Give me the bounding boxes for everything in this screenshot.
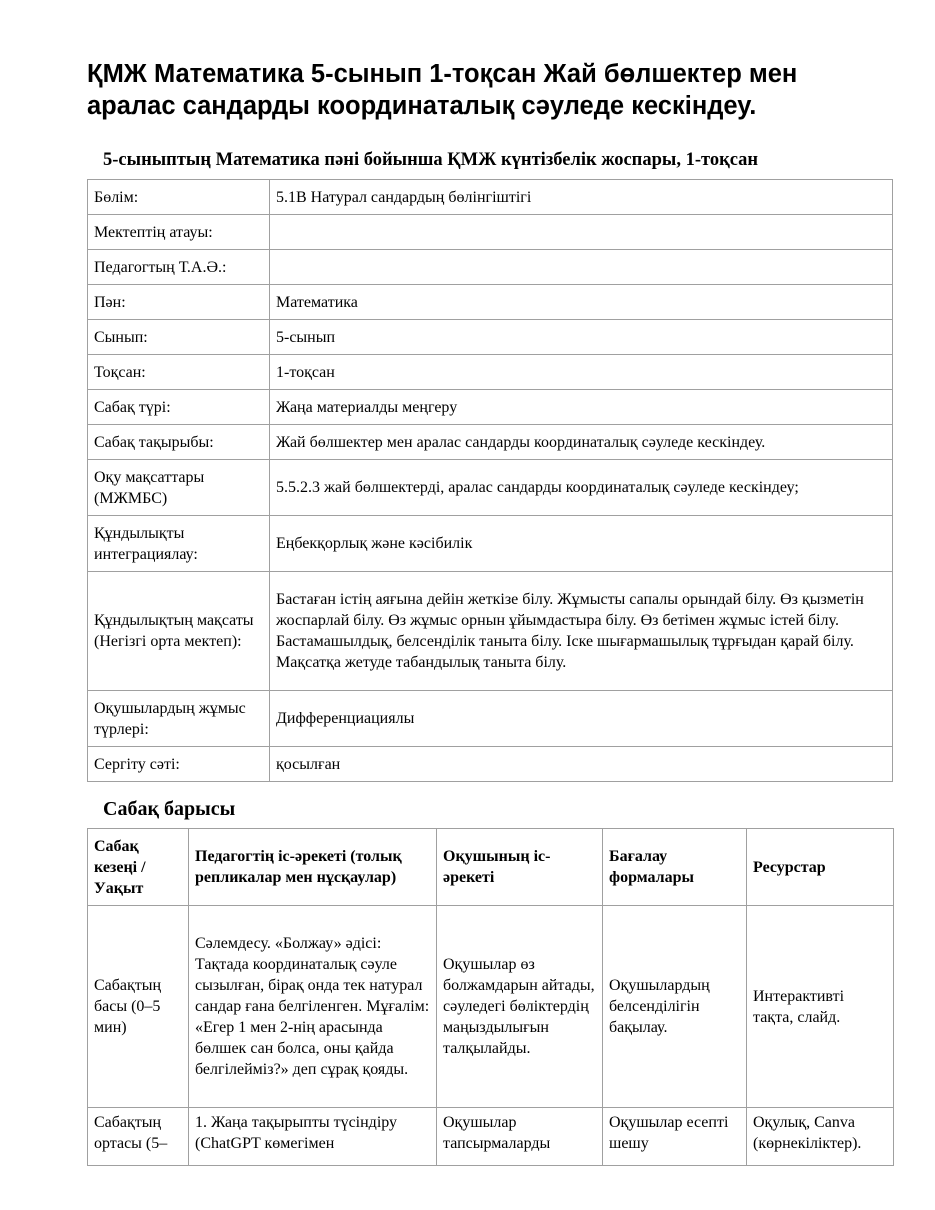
table-row [88,355,893,390]
info-value: Жай бөлшектер мен аралас сандарды координаталық сәуледе кескіндеу. [270,425,893,460]
column-header: Ресурстар [747,829,894,906]
info-label: Сынып: [88,320,270,355]
info-label: Сабақ түрі: [88,390,270,425]
resources-cell: Интерактивті тақта, слайд. [747,906,894,1108]
table-row [88,572,893,691]
info-label: Оқу мақсаттары (МЖМБС) [88,460,270,516]
info-label: Тоқсан: [88,355,270,390]
table-row [88,425,893,460]
table-row [88,1108,894,1166]
column-header: Бағалау формалары [603,829,747,906]
table-row [88,460,893,516]
plan-subtitle: 5-сыныптың Математика пәні бойынша ҚМЖ күнтізбелік жоспары, 1-тоқсан [103,150,759,170]
info-value: қосылған [270,747,893,782]
table-row [88,747,893,782]
teacher-cell: Сәлемдесу. «Болжау» әдісі: Тақтада координаталық сәуле сызылған, бірақ онда тек натурал сандар ғана белгіленген. Мұғалім: «Егер 1 мен 2-нің арасында бөлшек сан болса, оны қайда белгілейміз?» деп сұрақ қояды. [189,906,437,1108]
teacher-cell: 1. Жаңа тақырыпты түсіндіру (ChatGPT көмегімен [189,1108,437,1166]
table-row [88,320,893,355]
column-header: Сабақ кезеңі / Уақыт [88,829,189,906]
column-header: Оқушының іс-әрекеті [437,829,603,906]
student-cell: Оқушылар тапсырмаларды [437,1108,603,1166]
info-value: 1-тоқсан [270,355,893,390]
stage-cell: Сабақтың ортасы (5– [88,1108,189,1166]
info-value: Математика [270,285,893,320]
info-value [270,250,893,285]
table-row [88,250,893,285]
table-row [88,215,893,250]
table-row [88,906,894,1108]
table-row [88,180,893,215]
info-label: Пән: [88,285,270,320]
info-label: Бөлім: [88,180,270,215]
student-cell: Оқушылар өз болжамдарын айтады, сәуледегі бөліктердің маңыздылығын талқылайды. [437,906,603,1108]
resources-cell: Оқулық, Canva (көрнекіліктер). [747,1108,894,1166]
document-title: ҚМЖ Математика 5-сынып 1-тоқсан Жай бөлшектер мен аралас сандарды координаталық сәуледе кескіндеу. [87,60,798,120]
table-row [88,516,893,572]
assessment-cell: Оқушылардың белсенділігін бақылау. [603,906,747,1108]
info-value: 5.1В Натурал сандардың бөлінгіштігі [270,180,893,215]
info-label: Оқушылардың жұмыс түрлері: [88,691,270,747]
info-value: Дифференциациялы [270,691,893,747]
info-value [270,215,893,250]
assessment-cell: Оқушылар есепті шешу [603,1108,747,1166]
table-header-row [88,829,894,906]
table-row [88,390,893,425]
info-value: Бастаған істің аяғына дейін жеткізе білу. Жұмысты сапалы орындай білу. Өз қызметін жоспарлай білу. Өз жұмыс орнын ұйымдастыра білу. Өз бетімен жұмыс істей білу. Бастамашылдық, белсенділік таныта білу. Іске шығармашылық тұрғыдан қарай білу. Мақсатқа жетуде табандылық таныта білу. [270,572,893,691]
section-title: Сабақ барысы [103,798,236,820]
info-label: Сергіту сәті: [88,747,270,782]
info-value: 5-сынып [270,320,893,355]
info-label: Сабақ тақырыбы: [88,425,270,460]
info-value: 5.5.2.3 жай бөлшектерді, аралас сандарды координаталық сәуледе кескіндеу; [270,460,893,516]
lesson-table [87,828,894,1166]
table-row [88,691,893,747]
info-value: Жаңа материалды меңгеру [270,390,893,425]
info-value: Еңбекқорлық және кәсібилік [270,516,893,572]
info-label: Құндылықты интеграциялау: [88,516,270,572]
info-label: Құндылықтың мақсаты (Негізгі орта мектеп): [88,572,270,691]
info-label: Педагогтың Т.А.Ә.: [88,250,270,285]
column-header: Педагогтің іс-әрекеті (толық репликалар мен нұсқаулар) [189,829,437,906]
table-row [88,285,893,320]
info-label: Мектептің атауы: [88,215,270,250]
info-table [87,179,893,782]
stage-cell: Сабақтың басы (0–5 мин) [88,906,189,1108]
